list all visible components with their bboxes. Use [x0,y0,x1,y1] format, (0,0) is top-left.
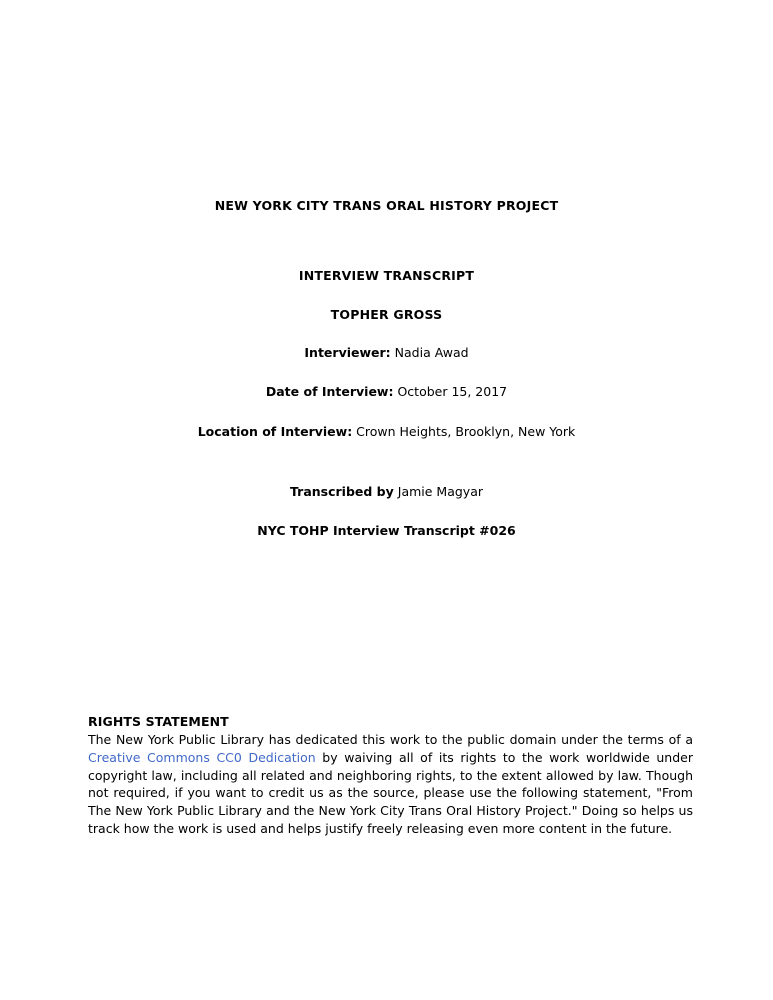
transcribed-value: Jamie Magyar [393,483,483,499]
transcribed-line [0,484,773,500]
rights-statement-section [88,714,693,838]
location-line [0,424,773,440]
transcript-id: NYC TOHP Interview Transcript #026 [257,523,516,538]
creative-commons-cc0-link[interactable]: Creative Commons CC0 Dedication [88,749,316,765]
page-title: NEW YORK CITY TRANS ORAL HISTORY PROJECT [214,198,559,213]
rights-text-after-link: by waiving all of its rights to the work worldwide under copyright law, including all related and neighboring rights, to the extent allowed by law. Though not required, if you want to credit us as the source, please use the following statement, "From The New York Public Library and the New York City Trans Oral History Project." Doing so helps us track how the work is used and helps justify freely releasing even more content in the future. [88,749,693,836]
transcribed-label: Transcribed by [290,483,394,499]
rights-statement-heading: RIGHTS STATEMENT [88,714,229,729]
date-value: October 15, 2017 [393,384,508,400]
rights-statement-body [88,731,693,838]
interviewer-line [0,345,773,361]
rights-text-before-link: The New York Public Library has dedicated this work to the public domain under the terms of a [88,732,693,747]
date-label: Date of Interview: [265,384,394,400]
date-line [0,384,773,400]
location-label: Location of Interview: [197,423,353,439]
document-type-heading: INTERVIEW TRANSCRIPT [298,268,475,283]
interviewer-value: Nadia Awad [390,345,469,360]
interviewer-label: Interviewer: [304,345,391,360]
title-block [0,198,773,538]
location-value: Crown Heights, Brooklyn, New York [352,423,576,439]
narrator-name: TOPHER GROSS [330,307,443,322]
